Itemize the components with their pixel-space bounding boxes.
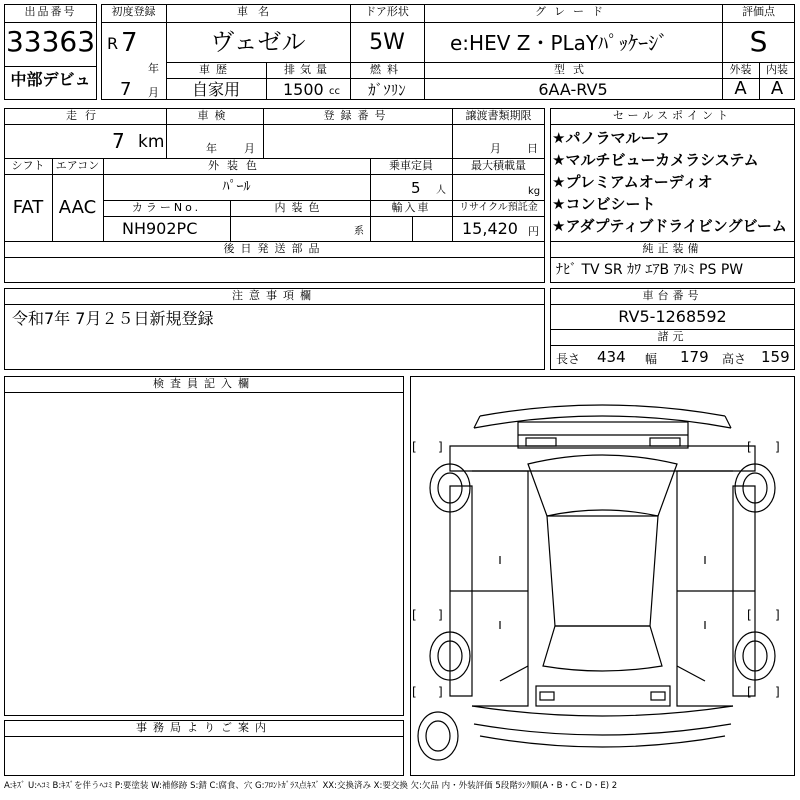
shift-header: シフト [11,159,45,172]
ext-color-header: 外装色 [208,159,265,172]
displacement-value: 1500 [283,80,324,99]
venue-label: 中部デビュ [10,70,91,89]
first-reg-era: R [107,34,119,53]
sales-point-item: ★コンビシート [552,195,656,213]
length-label: 長さ [556,352,581,366]
width-value: 179 [680,348,709,366]
lot-number: 33363 [5,25,96,58]
int-color-unit: 系 [354,226,364,237]
capacity-unit: 人 [436,185,446,196]
bracket-open-text: [ [747,608,752,622]
bracket-open-text: [ [412,685,417,699]
bracket-close-text: ] [438,440,443,454]
grade-header: グレード [535,5,611,18]
length-value: 434 [597,348,626,366]
model-header: 型式 [554,63,592,76]
ac-value: AAC [58,197,97,218]
fuel-value: ｶﾞｿﾘﾝ [368,81,406,99]
door-value: 5W [369,30,405,55]
office-header: 事務局よりご案内 [136,721,272,734]
ext-color-value: ﾊﾟｰﾙ [222,179,251,195]
width-label: 幅 [645,352,658,366]
lot-header: 出品番号 [24,5,77,18]
model-value: 6AA-RV5 [538,80,608,99]
bracket-close-text: ] [775,685,780,699]
sales-point-item: ★プレミアムオーディオ [552,173,713,191]
bracket-close-text: ] [438,608,443,622]
bracket-close-text: ] [438,685,443,699]
shift-value: FAT [12,197,44,218]
chassis-value: RV5-1268592 [618,307,727,326]
capacity-value: 5 [411,179,421,197]
interior-grade-header: 内装 [766,63,788,76]
rating-value: S [749,25,768,58]
fuel-header: 燃料 [370,63,404,76]
bracket-open-text: [ [412,608,417,622]
later-parts-header: 後日発送部品 [223,242,326,255]
bracket-open-text: [ [747,440,752,454]
sales-points-header: セールスポイント [612,109,732,122]
transfer-header: 譲渡書類期限 [465,109,532,122]
inspector-box [4,376,404,716]
grade-value: e:HEV Z・PLaYﾊﾟｯｹｰｼﾞ [450,31,669,55]
car-name-header: 車名 [237,5,279,18]
mileage-header: 走行 [66,109,104,122]
notes-header: 注意事項欄 [232,289,317,302]
bracket-open-text: [ [747,685,752,699]
exterior-grade-header: 外装 [729,63,752,76]
equipment-header: 純正装備 [642,242,703,255]
transfer-day-unit: 日 [527,142,538,155]
history-header: 車歴 [199,63,233,76]
rating-header: 評価点 [742,5,775,18]
displacement-header: 排気量 [284,63,332,76]
dimensions-header: 諸元 [657,330,688,343]
mileage-value: 7 [112,129,125,153]
import-header: 輸入車 [391,201,431,214]
inspection-header: 車検 [197,109,232,122]
sales-point-item: ★マルチビューカメラシステム [552,151,759,169]
first-reg-month: 7 [120,79,132,100]
car-diagram [410,376,795,776]
reg-number-header: 登録番号 [323,109,392,122]
bracket-close-text: ] [775,608,780,622]
recycle-value: 15,420 [462,219,518,238]
first-reg-month-unit: 月 [148,86,159,99]
transfer-month-unit: 月 [490,142,501,155]
color-no-value: NH902PC [122,219,198,238]
notes-text: 令和7年 7月２５日新規登録 [12,309,214,328]
mileage-unit: km [138,132,165,152]
first-reg-year-unit: 年 [148,62,159,75]
max-load-unit: kg [528,186,541,197]
door-header: ドア形状 [365,5,409,18]
displacement-unit: cc [329,86,340,97]
exterior-grade-value: A [734,78,747,99]
first-reg-year: 7 [121,28,138,58]
equipment-value: ﾅﾋﾞ TV SR ｶﾜ ｴｱB ｱﾙﾐ PS PW [556,262,744,278]
bracket-close-text: ] [775,440,780,454]
history-value: 自家用 [191,80,240,99]
car-name: ヴェゼル [210,28,306,56]
inspection-month-unit: 月 [244,142,255,155]
recycle-unit: 円 [528,225,539,238]
inspection-year-unit: 年 [206,142,217,155]
height-value: 159 [761,348,790,366]
height-label: 高さ [722,352,747,366]
chassis-header: 車台番号 [642,289,703,302]
first-reg-header: 初度登録 [111,5,156,18]
bracket-open-text: [ [412,440,417,454]
int-color-header: 内装色 [274,201,326,214]
ac-header: エアコン [55,159,100,172]
max-load-header: 最大積載量 [471,159,526,172]
sales-point-item: ★パノラマルーフ [552,129,670,147]
recycle-header: リサイクル預託金 [459,202,538,213]
sales-point-item: ★アダプティブドライビングビーム [552,217,787,235]
interior-grade-value: A [770,78,784,99]
inspector-header: 検査員記入欄 [153,377,255,390]
color-no-header: カラーNo. [131,201,202,214]
legend-text: A:ｷｽﾞ U:ﾍｺﾐ B:ｷｽﾞを伴うﾍｺﾐ P:要塗装 W:補修跡 S:錆 C:腐食、穴 G:ﾌﾛﾝﾄｶﾞﾗｽ点ｷｽﾞ XX:交換済み X:要交換 欠:欠品 内・外装評価 5段階ﾗﾝｸ順(A・B・C・D・E) 2 [4,781,618,791]
capacity-header: 乗車定員 [389,159,433,172]
